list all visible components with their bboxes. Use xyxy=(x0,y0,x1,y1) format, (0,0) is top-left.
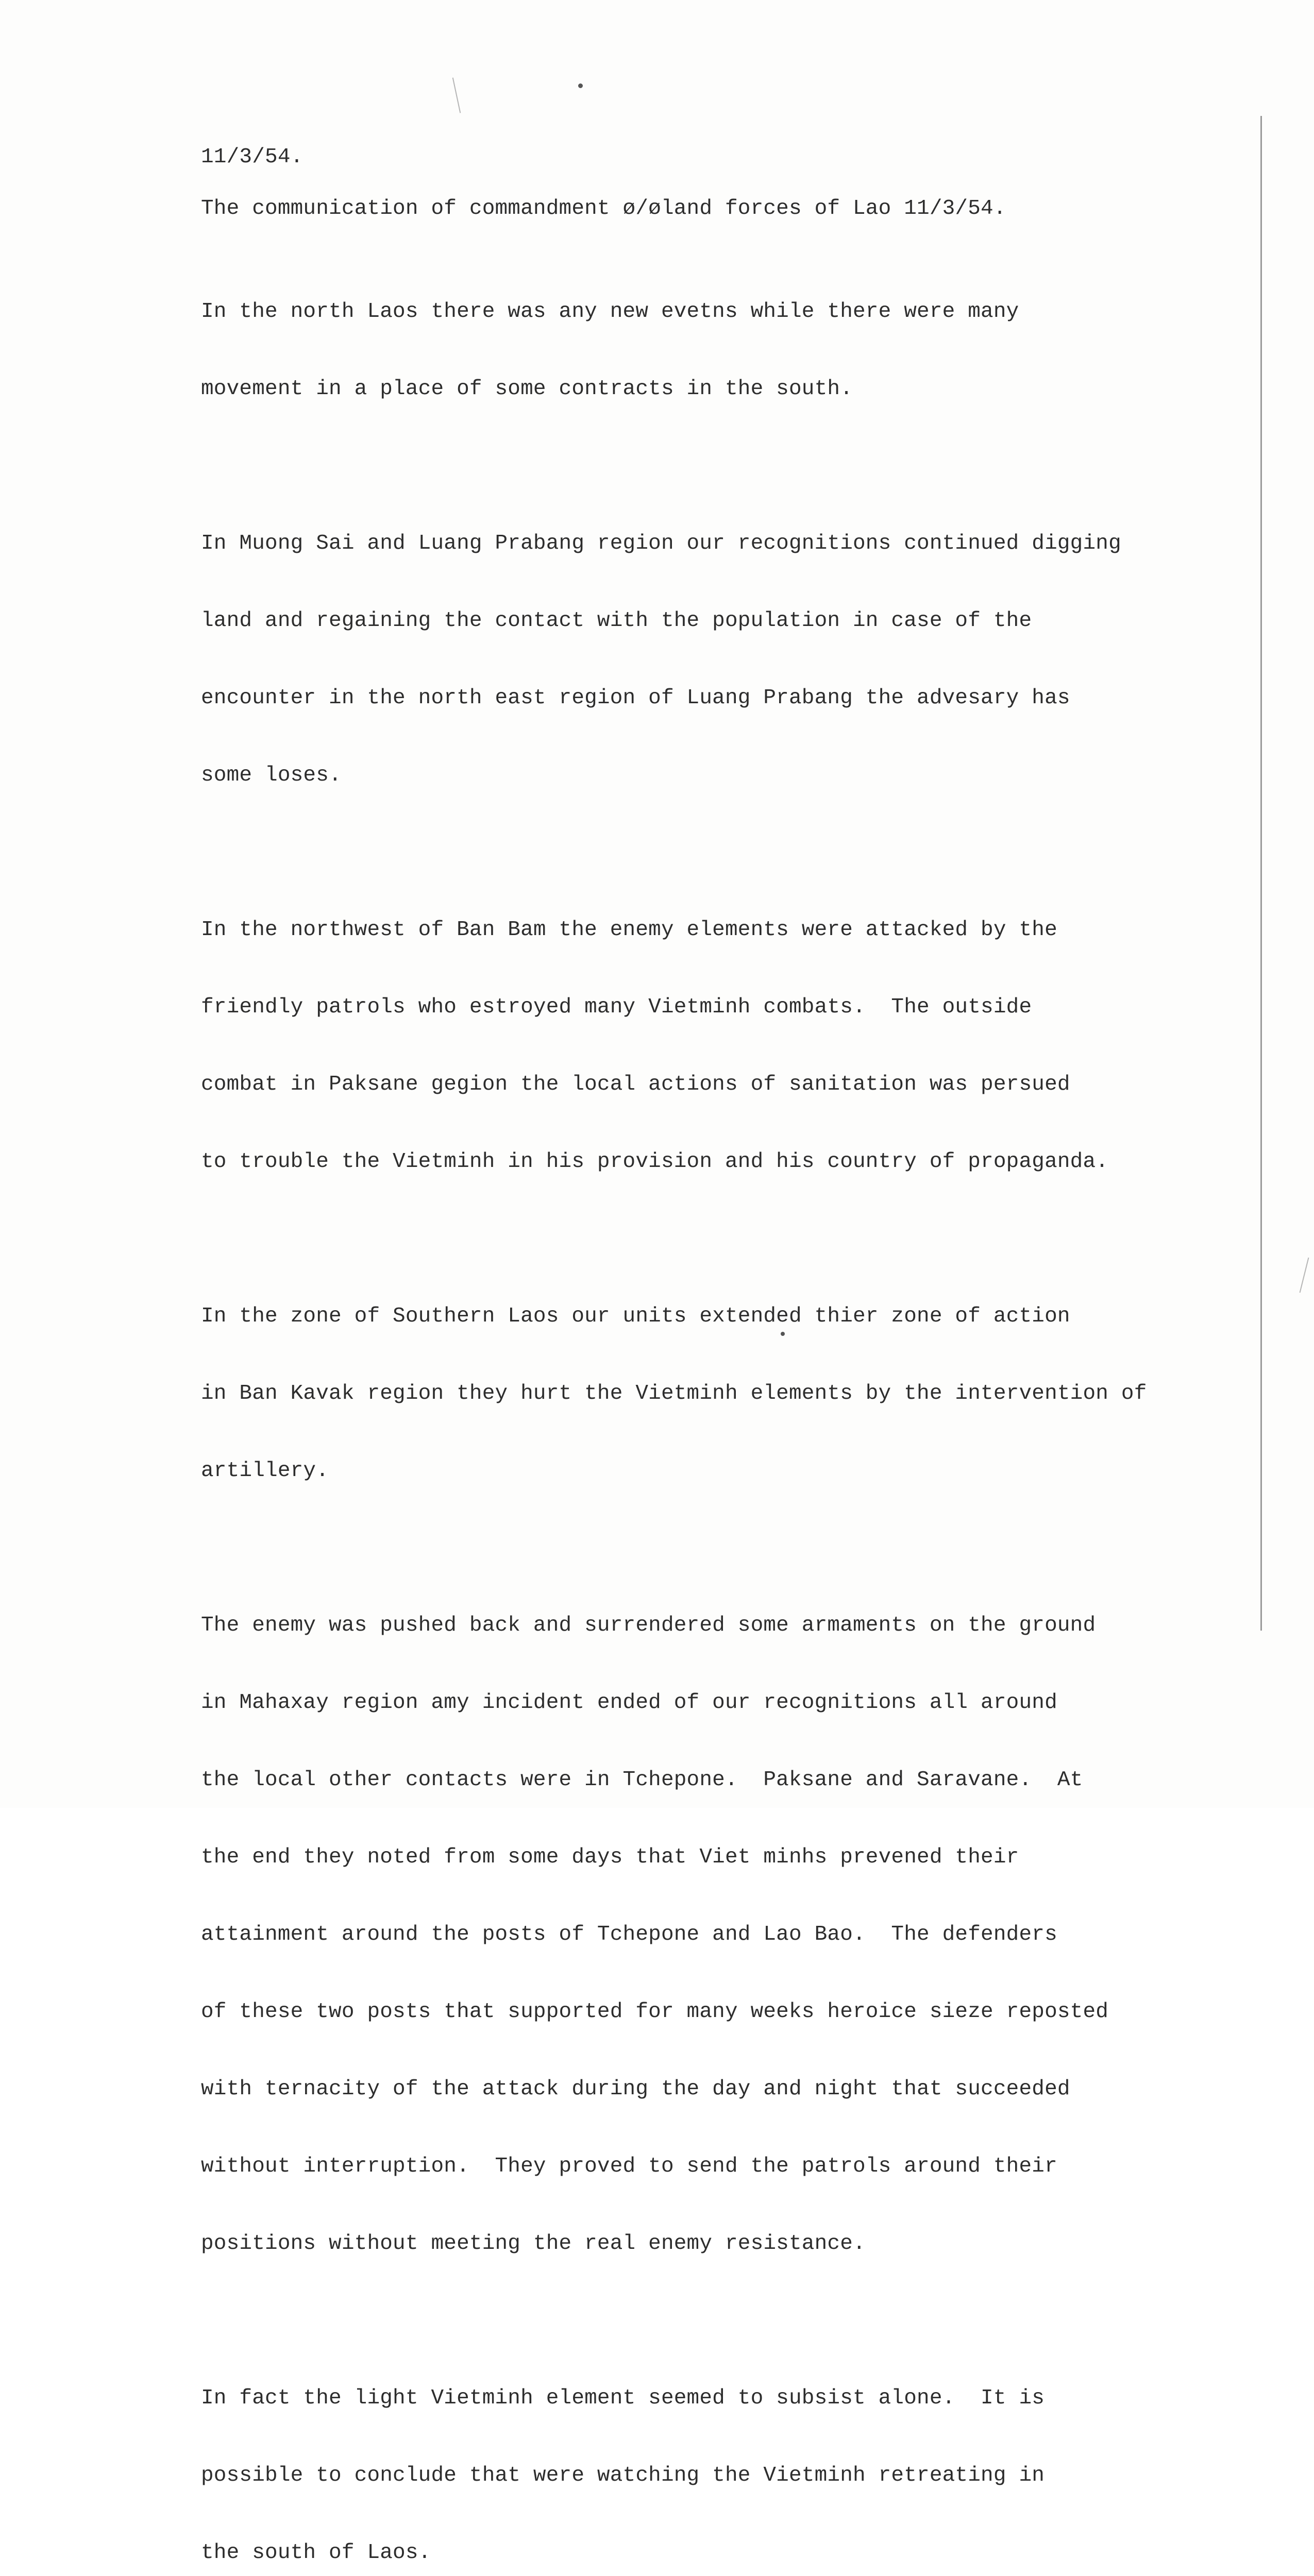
text-line: to trouble the Vietminh in his provision and his country of propaganda. xyxy=(201,1150,1109,1174)
text-line: of these two posts that supported for many weeks heroice sieze reposted xyxy=(201,2000,1109,2024)
text-line: possible to conclude that were watching the Vietminh retreating in xyxy=(201,2464,1045,2487)
text-line: encounter in the north east region of Luang Prabang the advesary has xyxy=(201,686,1070,710)
text-line: In the north Laos there was any new evetns while there were many xyxy=(201,300,1019,324)
text-line: without interruption. They proved to send the patrols around their xyxy=(201,2155,1057,2178)
text-line: The enemy was pushed back and surrendered some armaments on the ground xyxy=(201,1614,1096,1637)
text-line: In Muong Sai and Luang Prabang region our recognitions continued digging xyxy=(201,532,1121,555)
paragraph-6 xyxy=(201,2334,1180,2576)
scan-mark xyxy=(1300,1258,1309,1293)
text-line: the local other contacts were in Tchepone. Paksane and Saravane. At xyxy=(201,1768,1083,1792)
paragraph-4 xyxy=(201,1252,1180,1535)
paragraph-2 xyxy=(201,479,1180,840)
text-line: the south of Laos. xyxy=(201,2541,431,2565)
text-line: in Mahaxay region amy incident ended of our recognitions all around xyxy=(201,1691,1057,1715)
text-line: in Ban Kavak region they hurt the Vietminh elements by the intervention of xyxy=(201,1382,1147,1405)
text-line: attainment around the posts of Tchepone and Lao Bao. The defenders xyxy=(201,1923,1057,1946)
title-line: The communication of commandment ø/øland forces of Lao 11/3/54. xyxy=(201,197,1006,221)
page-edge-line xyxy=(1260,116,1262,1631)
text-line: the end they noted from some days that Viet minhs prevened their xyxy=(201,1845,1019,1869)
text-line: friendly patrols who estroyed many Vietminh combats. The outside xyxy=(201,995,1032,1019)
text-line: In the northwest of Ban Bam the enemy elements were attacked by the xyxy=(201,918,1057,942)
text-line: positions without meeting the real enemy resistance. xyxy=(201,2232,866,2256)
memo-body xyxy=(201,144,1180,2576)
text-line: land and regaining the contact with the population in case of the xyxy=(201,609,1032,633)
text-line: combat in Paksane gegion the local actions of sanitation was persued xyxy=(201,1073,1070,1096)
paragraph-3 xyxy=(201,866,1180,1226)
text-line: In fact the light Vietminh element seemed to subsist alone. It is xyxy=(201,2386,1045,2410)
scan-mark xyxy=(452,78,461,113)
text-line: with ternacity of the attack during the day and night that succeeded xyxy=(201,2077,1070,2101)
text-line: movement in a place of some contracts in the south. xyxy=(201,377,853,401)
date-line: 11/3/54. xyxy=(201,145,304,169)
text-line: In the zone of Southern Laos our units extended thier zone of action xyxy=(201,1304,1070,1328)
text-line: artillery. xyxy=(201,1459,329,1483)
paragraph-5 xyxy=(201,1561,1180,2308)
dust-speck xyxy=(578,83,583,88)
paragraph-1 xyxy=(201,247,1180,453)
text-line: some loses. xyxy=(201,764,342,787)
